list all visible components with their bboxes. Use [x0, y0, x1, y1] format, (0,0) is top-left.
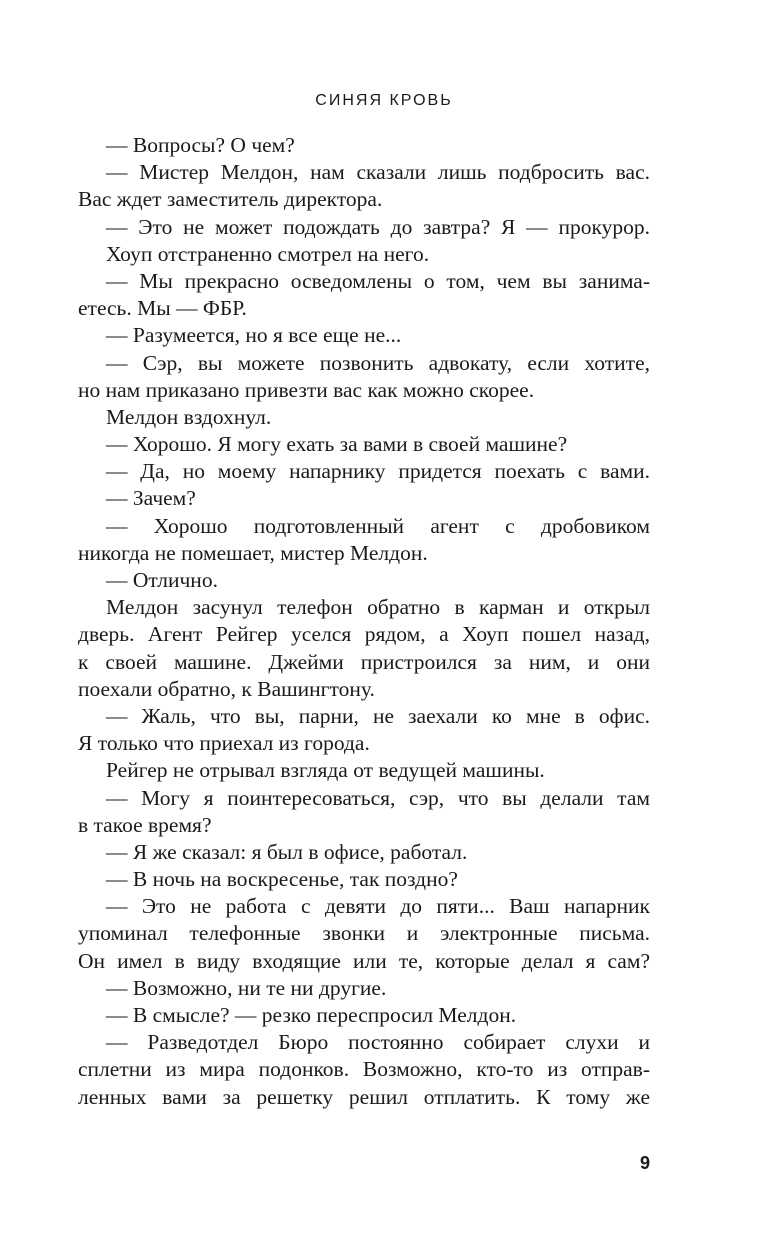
- text-line: — Возможно, ни те ни другие.: [106, 975, 387, 1000]
- text-line: сплетни из мира подонков. Возможно, кто-то из отправ-: [78, 1057, 650, 1082]
- text-line: Я только что приехал из города.: [78, 731, 370, 756]
- text-line: — Жаль, что вы, парни, не заехали ко мне в офис.: [106, 703, 650, 728]
- text-line: Рейгер не отрывал взгляда от ведущей машины.: [106, 758, 545, 783]
- text-line: к своей машине. Джейми пристроился за ним, и они: [78, 649, 650, 674]
- text-line: дверь. Агент Рейгер уселся рядом, а Хоуп пошел назад,: [78, 622, 650, 647]
- text-line: — Сэр, вы можете позвонить адвокату, если хотите,: [106, 350, 650, 375]
- text-line: но нам приказано привезти вас как можно скорее.: [78, 377, 535, 402]
- body-text: [78, 132, 650, 1111]
- text-line: — Это не может подождать до завтра? Я — прокурор.: [106, 214, 650, 239]
- text-line: етесь. Мы — ФБР.: [78, 296, 247, 321]
- text-line: — В смысле? — резко переспросил Мелдон.: [106, 1003, 517, 1027]
- text-line: — Мы прекрасно осведомлены о том, чем вы занима-: [106, 268, 650, 293]
- page-number: 9: [639, 1153, 650, 1173]
- text-line: Он имел в виду входящие или те, которые делал я сам?: [78, 948, 650, 973]
- text-line: — Зачем?: [106, 486, 196, 511]
- text-line: — Мистер Мелдон, нам сказали лишь подбросить вас.: [106, 160, 650, 185]
- text-line: — В ночь на воскресенье, так поздно?: [106, 867, 458, 892]
- text-line: упоминал телефонные звонки и электронные письма.: [78, 921, 650, 946]
- text-line: — Разведотдел Бюро постоянно собирает слухи и: [106, 1030, 650, 1055]
- text-line: — Я же сказал: я был в офисе, работал.: [106, 839, 468, 864]
- text-line: — Отлично.: [106, 568, 218, 592]
- text-line: — Да, но моему напарнику придется поехать с вами.: [106, 459, 650, 484]
- text-line: Вас ждет заместитель директора.: [78, 187, 383, 212]
- text-line: Хоуп отстраненно смотрел на него.: [106, 241, 430, 266]
- text-line: Мелдон вздохнул.: [106, 404, 272, 429]
- text-line: ленных вами за решетку решил отплатить. К тому же: [78, 1084, 650, 1109]
- text-line: в такое время?: [78, 812, 212, 837]
- text-line: — Хорошо. Я могу ехать за вами в своей машине?: [106, 432, 568, 457]
- text-line: никогда не помешает, мистер Мелдон.: [78, 540, 428, 565]
- text-line: — Разумеется, но я все еще не...: [106, 323, 402, 348]
- text-line: — Вопросы? О чем?: [106, 133, 295, 157]
- running-head: СИНЯЯ КРОВЬ: [315, 92, 453, 109]
- text-line: — Могу я поинтересоваться, сэр, что вы делали там: [106, 785, 650, 810]
- text-line: Мелдон засунул телефон обратно в карман и открыл: [106, 595, 650, 620]
- text-line: поехали обратно, к Вашингтону.: [78, 676, 375, 701]
- text-line: — Это не работа с девяти до пяти... Ваш напарник: [106, 894, 650, 919]
- text-line: — Хорошо подготовленный агент с дробовиком: [106, 513, 650, 538]
